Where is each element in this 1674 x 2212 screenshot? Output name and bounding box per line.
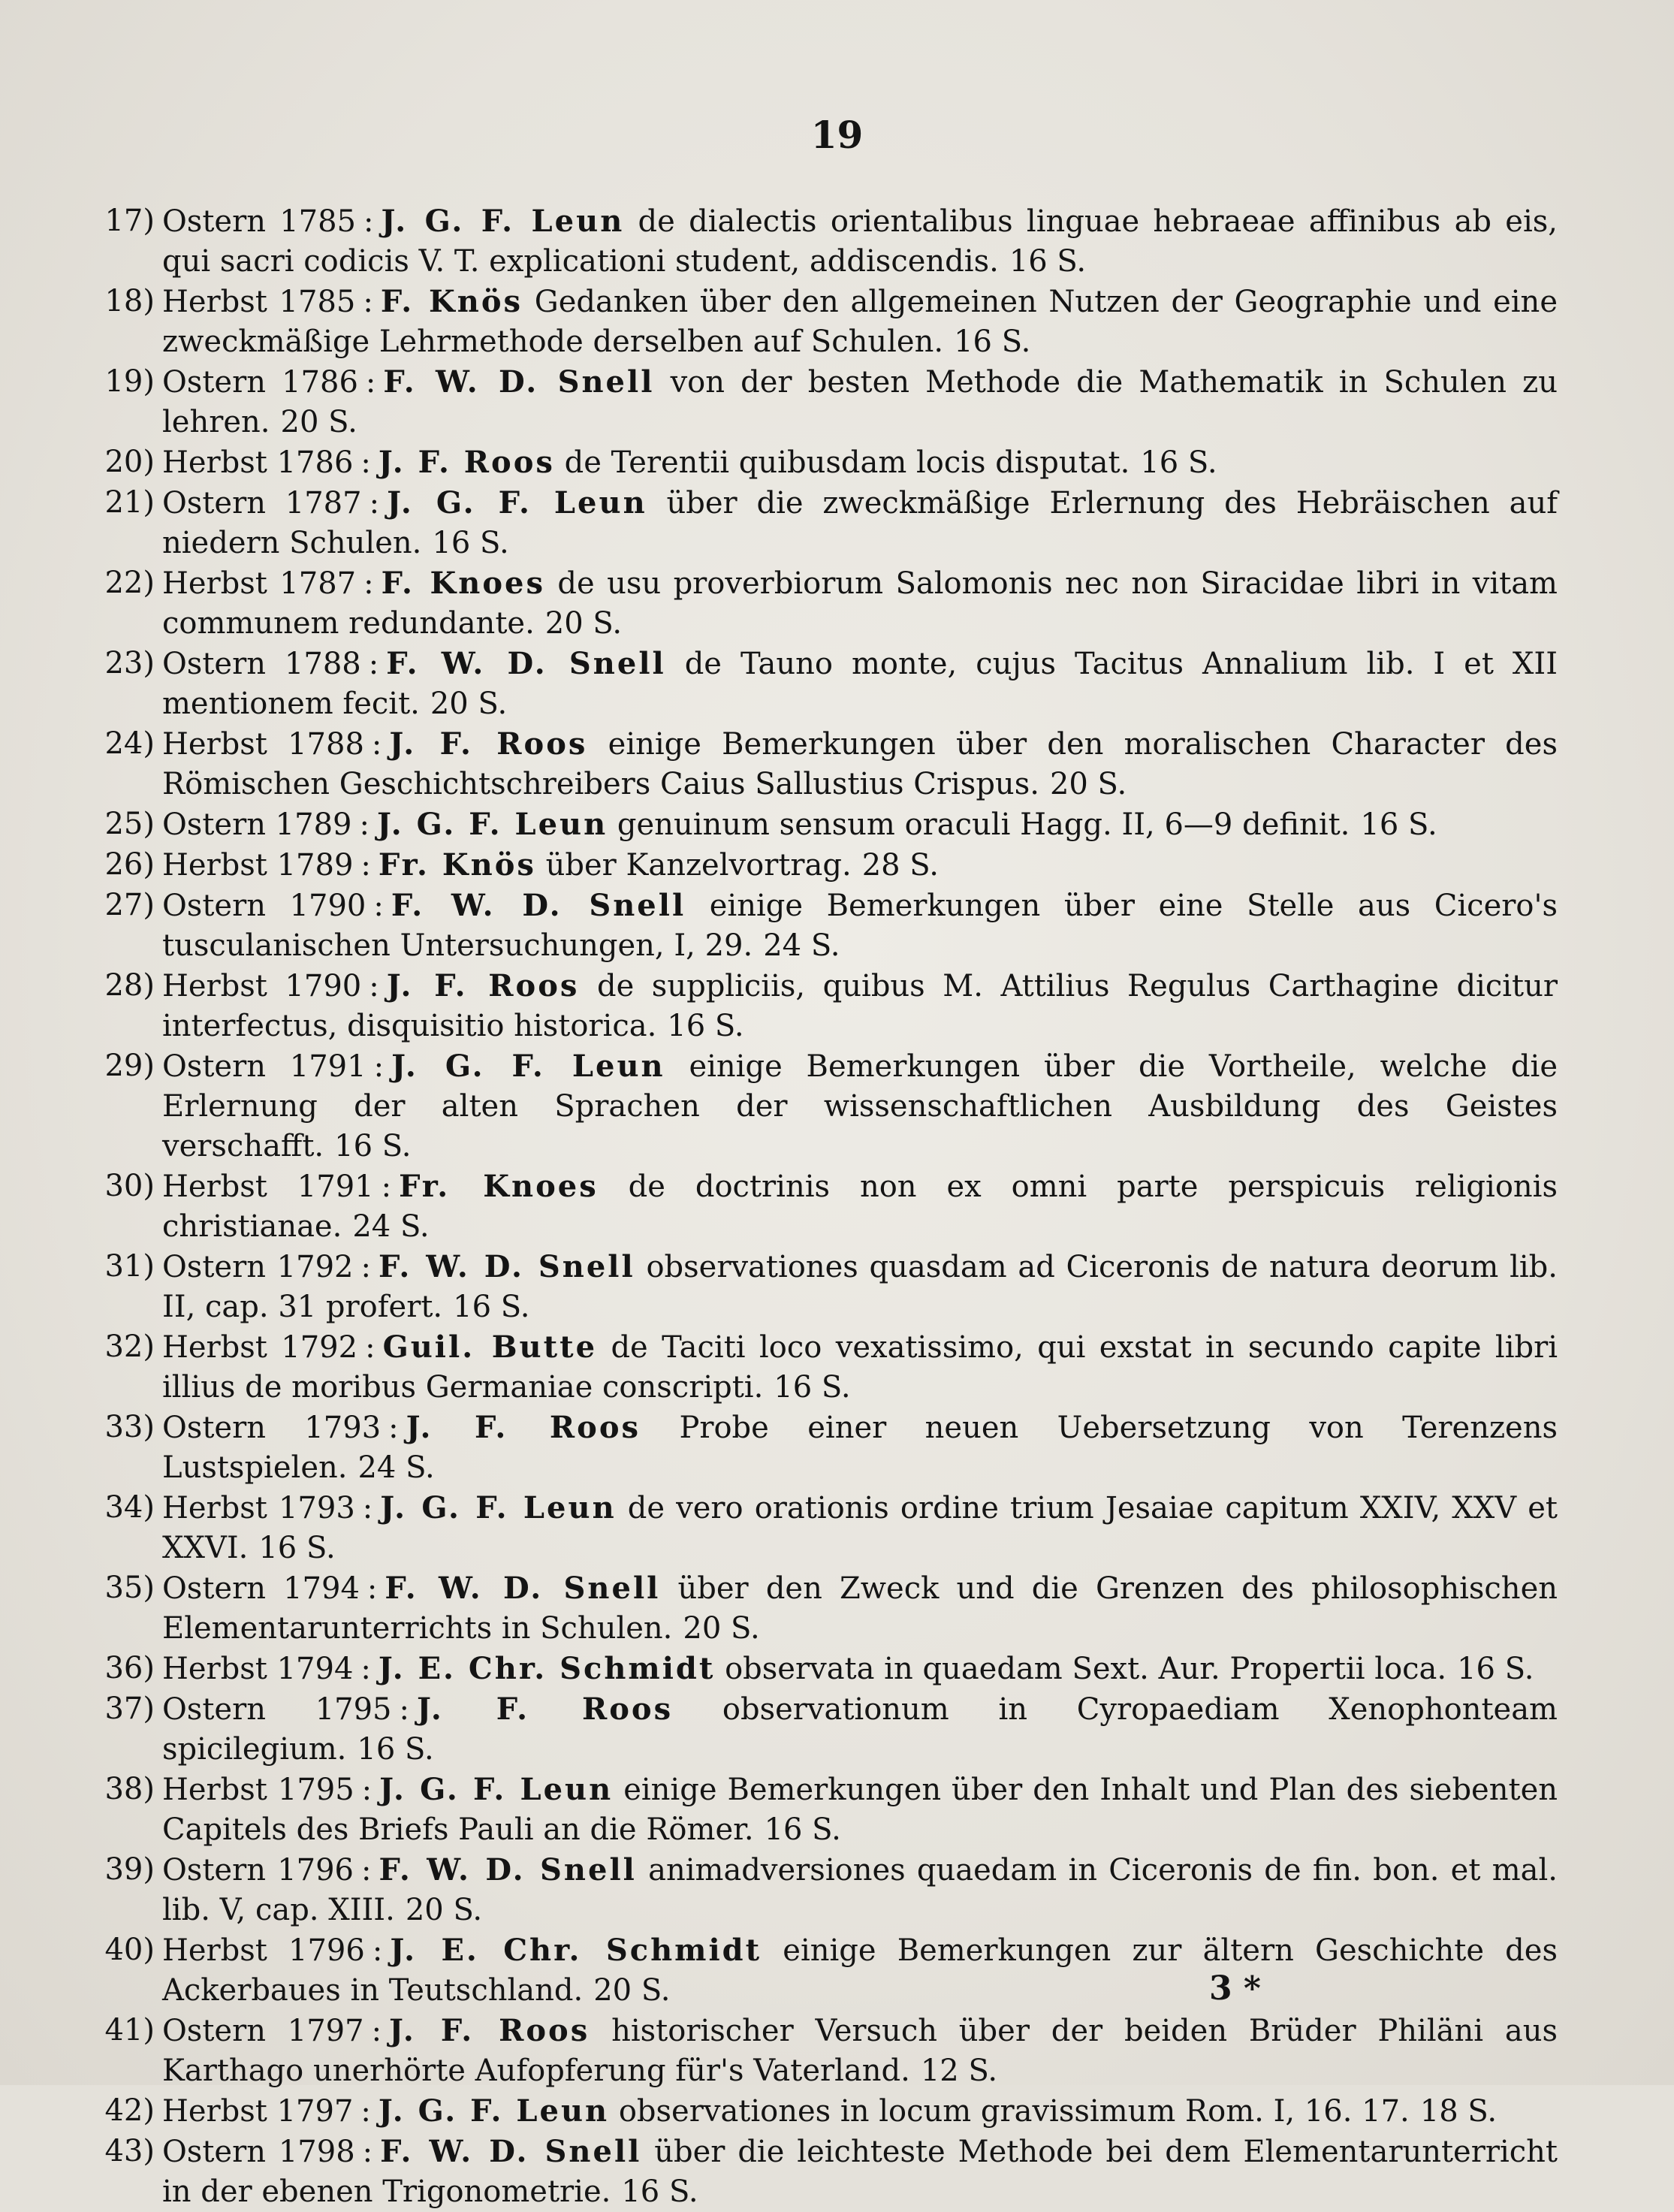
entry-term: Herbst 1791: [162, 1169, 374, 1204]
entry-text: [162, 2091, 1558, 2132]
entry-term: Herbst 1796: [162, 1933, 365, 1968]
entry-separator: :: [365, 365, 376, 400]
entry-pages: 12 S.: [920, 2054, 998, 2088]
entry-pages: 18 S.: [1419, 2094, 1498, 2129]
signature-mark: 3 *: [1209, 1969, 1261, 2008]
entry-text: [162, 483, 1558, 563]
entry-title: de vero orationis ordine trium Jesaiae capitum XXIV, XXV et XXVI.: [162, 1491, 1558, 1565]
entry-title: einige Bemerkungen über die Vortheile, welche die Erlernung der alten Sprachen der wissenschaftlichen Ausbildung des Geistes verschafft.: [162, 1049, 1558, 1163]
entry-number: 29): [104, 1049, 155, 1083]
list-item: [86, 1689, 1558, 1770]
entry-pages: 20 S.: [280, 405, 357, 439]
list-item: [86, 1408, 1558, 1488]
entry-pages: 16 S.: [357, 1732, 434, 1767]
entry-number: 39): [104, 1852, 155, 1887]
entry-separator: :: [363, 285, 373, 319]
entry-text: [162, 282, 1558, 362]
entry-term: Ostern 1795: [162, 1692, 392, 1727]
list-item: [86, 1488, 1558, 1568]
entry-pages: 16 S.: [1140, 445, 1217, 480]
entry-author: J. G. F. Leun: [376, 807, 608, 842]
entry-text: [162, 724, 1558, 804]
entry-number: 28): [104, 968, 155, 1003]
entry-author: J. F. Roos: [389, 2013, 590, 2048]
entry-number: 32): [104, 1329, 155, 1364]
entry-term: Herbst 1793: [162, 1491, 355, 1525]
entry-term: Herbst 1795: [162, 1773, 354, 1807]
entry-text: [162, 201, 1558, 282]
entry-text: [162, 563, 1558, 644]
entry-term: Ostern 1797: [162, 2014, 364, 2048]
list-item: [86, 563, 1558, 644]
entry-separator: :: [360, 1652, 371, 1686]
entry-text: [162, 1327, 1558, 1408]
list-item: [86, 2132, 1558, 2212]
entry-separator: :: [365, 1330, 376, 1365]
entry-term: Herbst 1787: [162, 566, 357, 601]
entry-title: observata in quaedam Sext. Aur. Propertii loca.: [725, 1652, 1447, 1686]
entry-title: de suppliciis, quibus M. Attilius Regulus Carthagine dicitur interfectus, disquisitio historica.: [162, 969, 1558, 1043]
entry-term: Herbst 1785: [162, 285, 356, 319]
list-item: [86, 724, 1558, 804]
list-item: [86, 2011, 1558, 2091]
program-list: [86, 201, 1558, 2212]
entry-number: 33): [104, 1410, 155, 1444]
entry-author: J. G. F. Leun: [391, 1049, 665, 1084]
entry-author: F. W. D. Snell: [385, 1571, 661, 1606]
entry-author: F. W. D. Snell: [379, 1852, 637, 1888]
entry-pages: 20 S.: [683, 1611, 760, 1646]
entry-title: genuinum sensum oraculi Hagg. II, 6—9 definit.: [617, 807, 1350, 842]
entry-title: de doctrinis non ex omni parte perspicuis religionis christianae.: [162, 1169, 1558, 1244]
entry-separator: :: [371, 2014, 382, 2048]
entry-term: Ostern 1790: [162, 889, 366, 923]
entry-number: 42): [104, 2093, 155, 2128]
entry-author: J. G. F. Leun: [381, 204, 625, 239]
entry-number: 25): [104, 807, 155, 841]
entry-pages: 16 S.: [774, 1370, 851, 1405]
entry-text: [162, 1850, 1558, 1930]
entry-number: 31): [104, 1249, 155, 1284]
entry-pages: 20 S.: [405, 1893, 483, 1927]
entry-pages: 20 S.: [593, 1973, 671, 2008]
entry-pages: 16 S.: [334, 1129, 412, 1163]
entry-separator: :: [363, 566, 374, 601]
entry-text: [162, 804, 1558, 845]
entry-title: über die leichteste Methode bei dem Elementarunterricht in der ebenen Trigonometrie.: [162, 2135, 1558, 2209]
entry-title: observationum in Cyropaediam Xenophonteam spicilegium.: [162, 1692, 1558, 1767]
entry-title: einige Bemerkungen über eine Stelle aus Cicero's tusculanischen Untersuchungen, I, 29.: [162, 889, 1558, 963]
entry-text: [162, 1247, 1558, 1327]
entry-author: J. G. F. Leun: [378, 2093, 610, 2129]
entry-author: Fr. Knös: [378, 847, 536, 883]
entry-number: 37): [104, 1691, 155, 1726]
entry-text: [162, 644, 1558, 724]
entry-pages: 24 S.: [763, 928, 840, 963]
entry-title: einige Bemerkungen zur ältern Geschichte des Ackerbaues in Teutschland.: [162, 1933, 1558, 2008]
entry-separator: :: [363, 204, 374, 239]
entry-author: F. Knös: [380, 284, 523, 319]
entry-text: [162, 886, 1558, 966]
entry-term: Ostern 1787: [162, 486, 362, 521]
entry-pages: 20 S.: [430, 687, 508, 721]
list-item: [86, 966, 1558, 1046]
list-item: [86, 644, 1558, 724]
entry-separator: :: [360, 1250, 371, 1284]
entry-title: de usu proverbiorum Salomonis nec non Siracidae libri in vitam communem redundante.: [162, 566, 1558, 641]
entry-number: 36): [104, 1651, 155, 1685]
entry-number: 38): [104, 1772, 155, 1806]
entry-number: 18): [104, 284, 155, 318]
list-item: [86, 282, 1558, 362]
entry-term: Herbst 1788: [162, 727, 364, 762]
entry-separator: :: [361, 1853, 372, 1888]
entry-separator: :: [361, 1773, 373, 1807]
entry-pages: 16 S.: [764, 1812, 841, 1847]
entry-title: über den Zweck und die Grenzen des philosophischen Elementarunterrichts in Schulen.: [162, 1571, 1558, 1646]
entry-author: Guil. Butte: [382, 1329, 598, 1365]
entry-separator: :: [359, 807, 369, 842]
entry-text: [162, 1408, 1558, 1488]
entry-term: Ostern 1794: [162, 1571, 360, 1606]
entry-pages: 16 S.: [453, 1290, 530, 1324]
entry-term: Ostern 1786: [162, 365, 358, 400]
entry-pages: 16 S.: [667, 1009, 744, 1043]
entry-author: J. F. Roos: [417, 1691, 674, 1727]
entry-title: Probe einer neuen Uebersetzung von Terenzens Lustspielen.: [162, 1411, 1558, 1485]
entry-number: 35): [104, 1571, 155, 1605]
entry-separator: :: [373, 889, 384, 923]
entry-title: de dialectis orientalibus linguae hebraeae affinibus ab eis, qui sacri codicis V. T. explicationi student, addiscendis.: [162, 204, 1558, 279]
entry-separator: :: [362, 2135, 373, 2169]
entry-term: Herbst 1792: [162, 1330, 358, 1365]
entry-author: J. F. Roos: [378, 445, 555, 480]
entry-title: de Tauno monte, cujus Tacitus Annalium lib. I et XII mentionem fecit.: [162, 647, 1558, 721]
entry-text: [162, 1568, 1558, 1649]
entry-title: historischer Versuch über der beiden Brüder Philäni aus Karthago unerhörte Aufopferung für's Vaterland.: [162, 2014, 1558, 2088]
entry-number: 26): [104, 847, 155, 882]
entry-title: observationes quasdam ad Ciceronis de natura deorum lib. II, cap. 31 profert.: [162, 1250, 1558, 1324]
entry-term: Herbst 1790: [162, 969, 362, 1003]
entry-number: 17): [104, 204, 155, 238]
list-item: [86, 1850, 1558, 1930]
list-item: [86, 483, 1558, 563]
entry-text: [162, 1689, 1558, 1770]
entry-text: [162, 1046, 1558, 1166]
entry-author: J. G. F. Leun: [387, 485, 647, 521]
entry-text: [162, 1770, 1558, 1850]
entry-separator: :: [372, 1933, 383, 1968]
entry-separator: :: [360, 848, 371, 883]
entry-separator: :: [388, 1411, 399, 1445]
entry-title: über Kanzelvortrag.: [545, 848, 852, 883]
entry-number: 20): [104, 445, 155, 479]
entry-term: Ostern 1793: [162, 1411, 382, 1445]
entry-number: 41): [104, 2013, 155, 2048]
entry-title: Gedanken über den allgemeinen Nutzen der Geographie und eine zweckmäßige Lehrmethode derselben auf Schulen.: [162, 285, 1558, 359]
entry-text: [162, 1649, 1558, 1689]
entry-separator: :: [360, 445, 371, 480]
list-item: [86, 2091, 1558, 2132]
list-item: [86, 1046, 1558, 1166]
entry-term: Herbst 1789: [162, 848, 354, 883]
entry-pages: 16 S.: [1009, 244, 1087, 279]
entry-title: über die zweckmäßige Erlernung des Hebräischen auf niedern Schulen.: [162, 486, 1558, 560]
entry-term: Ostern 1791: [162, 1049, 366, 1084]
entry-text: [162, 966, 1558, 1046]
entry-separator: :: [368, 647, 379, 681]
entry-author: F. W. D. Snell: [378, 1249, 635, 1284]
entry-number: 34): [104, 1490, 155, 1525]
entry-pages: 16 S.: [1457, 1652, 1534, 1686]
list-item: [86, 1649, 1558, 1689]
entry-separator: :: [373, 1049, 385, 1084]
list-item: [86, 804, 1558, 845]
entry-pages: 20 S.: [1049, 767, 1127, 801]
entry-number: 24): [104, 726, 155, 761]
entry-text: [162, 845, 1558, 886]
entry-term: Ostern 1798: [162, 2135, 355, 2169]
entry-title: animadversiones quaedam in Ciceronis de fin. bon. et mal. lib. V, cap. XIII.: [162, 1853, 1558, 1927]
list-item: [86, 1568, 1558, 1649]
entry-number: 30): [104, 1169, 155, 1203]
entry-author: J. F. Roos: [406, 1410, 641, 1445]
list-item: [86, 1166, 1558, 1247]
list-item: [86, 442, 1558, 483]
entry-number: 27): [104, 888, 155, 922]
entry-author: Fr. Knoes: [399, 1169, 599, 1204]
entry-separator: :: [371, 727, 382, 762]
entry-pages: 28 S.: [861, 848, 939, 883]
entry-pages: 24 S.: [352, 1209, 430, 1244]
entry-pages: 16 S.: [1360, 807, 1437, 842]
entry-text: [162, 2132, 1558, 2212]
entry-number: 22): [104, 566, 155, 600]
entry-title: von der besten Methode die Mathematik in Schulen zu lehren.: [162, 365, 1558, 439]
entry-text: [162, 2011, 1558, 2091]
entry-separator: :: [381, 1169, 392, 1204]
entry-number: 19): [104, 364, 155, 399]
entry-term: Ostern 1788: [162, 647, 361, 681]
entry-author: F. W. D. Snell: [383, 364, 655, 400]
entry-number: 21): [104, 485, 155, 520]
entry-number: 43): [104, 2134, 155, 2168]
entry-title: de Terentii quibusdam locis disputat.: [564, 445, 1130, 480]
list-item: [86, 1247, 1558, 1327]
entry-term: Ostern 1792: [162, 1250, 354, 1284]
entry-text: [162, 362, 1558, 442]
entry-separator: :: [362, 1491, 373, 1525]
entry-pages: 20 S.: [544, 606, 623, 641]
entry-author: J. E. Chr. Schmidt: [378, 1651, 716, 1686]
entry-author: F. W. D. Snell: [386, 646, 666, 681]
entry-pages: 16 S.: [621, 2174, 698, 2209]
list-item: [86, 362, 1558, 442]
list-item: [86, 886, 1558, 966]
entry-title: observationes in locum gravissimum Rom. I, 16. 17.: [618, 2094, 1410, 2129]
entry-term: Ostern 1785: [162, 204, 356, 239]
entry-term: Ostern 1796: [162, 1853, 354, 1888]
entry-term: Herbst 1786: [162, 445, 354, 480]
entry-title: de Taciti loco vexatissimo, qui exstat in secundo capite libri illius de moribus Germaniae conscripti.: [162, 1330, 1558, 1405]
entry-separator: :: [369, 969, 379, 1003]
list-item: [86, 845, 1558, 886]
entry-author: F. W. D. Snell: [380, 2134, 642, 2169]
entry-separator: :: [369, 486, 380, 521]
entry-term: Ostern 1789: [162, 807, 352, 842]
entry-separator: :: [399, 1692, 409, 1727]
entry-pages: 24 S.: [357, 1450, 435, 1485]
entry-author: J. G. F. Leun: [379, 1772, 614, 1807]
entry-author: J. E. Chr. Schmidt: [390, 1933, 762, 1968]
entry-title: einige Bemerkungen über den Inhalt und Plan des siebenten Capitels des Briefs Pauli an die Römer.: [162, 1773, 1558, 1847]
list-item: [86, 1770, 1558, 1850]
entry-number: 23): [104, 646, 155, 680]
page-number: 19: [810, 113, 864, 157]
list-item: [86, 201, 1558, 282]
entry-pages: 16 S.: [432, 526, 509, 560]
entry-separator: :: [360, 2094, 371, 2129]
list-item: [86, 1930, 1558, 2011]
entry-text: [162, 1166, 1558, 1247]
entry-text: [162, 1488, 1558, 1568]
entry-term: Herbst 1794: [162, 1652, 354, 1686]
entry-text: [162, 442, 1558, 483]
entry-pages: 16 S.: [258, 1531, 336, 1565]
entry-pages: 16 S.: [954, 324, 1031, 359]
entry-title: einige Bemerkungen über den moralischen Character des Römischen Geschichtschreibers Caius Sallustius Crispus.: [162, 727, 1558, 801]
entry-separator: :: [366, 1571, 378, 1606]
list-item: [86, 1327, 1558, 1408]
entry-author: J. F. Roos: [389, 726, 588, 762]
entry-author: F. Knoes: [381, 566, 545, 601]
entry-author: J. G. F. Leun: [380, 1490, 617, 1525]
entry-author: J. F. Roos: [386, 968, 580, 1003]
entry-number: 40): [104, 1933, 155, 1967]
entry-author: F. W. D. Snell: [391, 888, 686, 923]
entry-text: [162, 1930, 1558, 2011]
entry-term: Herbst 1797: [162, 2094, 354, 2129]
